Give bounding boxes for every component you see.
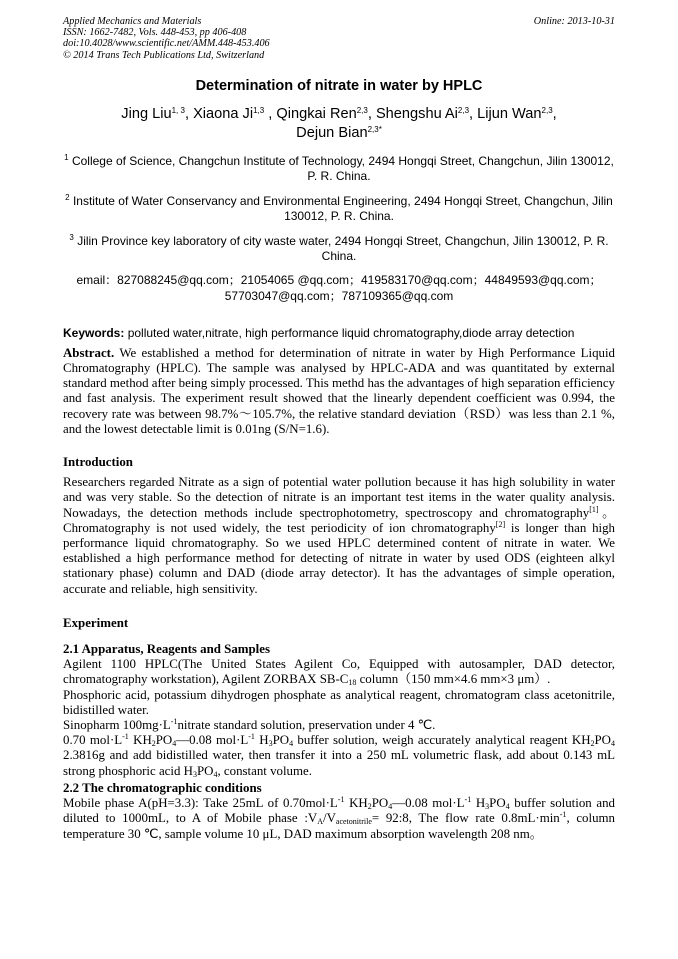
author-separator: , (184, 105, 194, 122)
subscript: 2 (151, 739, 156, 749)
affiliation-3 (63, 234, 615, 265)
introduction-text: is longer than high performance liquid chromatography. So we used HPLC determined content of nitrate in water. We established a high performance method for detecting of nitrate in water by used ODS (eighteen alkyl stationary phase) column and DAD (diode array detector). It has the advantages of simple operation, accurate and reliable, high sensitivity. (63, 520, 615, 596)
affiliation-text: College of Science, Changchun Institute of Technology, 2494 Hongqi Street, Changchun, Jilin 130012, P. R. China. (71, 153, 614, 184)
introduction-paragraph (63, 475, 615, 597)
keywords-text: polluted water,nitrate, high performance liquid chromatography,diode array detection (127, 325, 575, 340)
introduction-text: Researchers regarded Nitrate as a sign of potential water pollution because it has high solubility in water and was very stable. So the detection of nitrate is an important test items in the water quality analysis. Nowadays, the detection methods include spectrophotometry, spectroscopy and chromatography (63, 475, 615, 520)
apparatus-paragraph (63, 657, 615, 687)
superscript: -1 (464, 795, 472, 805)
subscript: A (317, 817, 323, 827)
issn-line: ISSN: 1662-7482, Vols. 448-453, pp 406-408 (63, 27, 247, 39)
standard-text: Sinopharm 100mg·L (63, 718, 171, 733)
author-list (63, 105, 615, 144)
author-name: Dejun Bian (296, 125, 368, 142)
abstract (63, 346, 615, 437)
subscript: 2 (590, 739, 595, 749)
section-2-1-heading: 2.1 Apparatus, Reagents and Samples (63, 642, 270, 657)
author-name: Lijun Wan (477, 105, 542, 122)
email-block (63, 272, 615, 304)
author-separator: , (367, 105, 376, 122)
citation-1[interactable]: [1] (589, 504, 599, 514)
subscript: 3 (192, 769, 197, 779)
affiliation-1 (63, 154, 615, 185)
buffer-text: PO (594, 733, 611, 748)
journal-name: Applied Mechanics and Materials (63, 16, 202, 27)
affiliation-text: Institute of Water Conservancy and Environmental Engineering, 2494 Hongqi Street, Changchun, Jilin 130012, P. R. China. (72, 193, 613, 224)
author-name: Shengshu Ai (375, 105, 458, 122)
doi-line[interactable]: doi:10.4028/www.scientific.net/AMM.448-453.406 (63, 38, 270, 50)
conditions-text: KH (344, 796, 368, 811)
subscript: 3 (268, 739, 273, 749)
buffer-text: —0.08 mol·L (176, 733, 249, 748)
abstract-text: We established a method for determination of nitrate in water by High Performance Liquid Chromatography (HPLC). The sample was analysed by HPLC-ADA and was quantitated by external standard method after being simply processed. This methd has the advantages of high separation efficiency and fast analysis. The experiment result showed that the linearly dependent coefficient was 0.994, the recovery rate was between 98.7%～105.7%, the relative standard deviation（RSD）was less than 2.1 %, and the lowest detectable limit is 0.01ng (S/N=1.6). (63, 345, 615, 436)
experiment-heading: Experiment (63, 615, 129, 630)
email-line-1[interactable]: email：827088245@qq.com；21054065 @qq.com；419583170@qq.com；44849593@qq.com； (76, 272, 602, 287)
author-affiliation-mark: 1, 3 (171, 105, 185, 115)
journal-header (63, 16, 615, 61)
superscript: -1 (337, 795, 345, 805)
buffer-text: PO (155, 733, 173, 748)
conditions-text: = 92:8, The flow rate 0.8mL·min (371, 811, 560, 826)
standard-text: nitrate standard solution, preservation under 4 ℃. (177, 718, 436, 733)
subscript: 18 (348, 678, 357, 688)
superscript: -1 (170, 717, 178, 727)
apparatus-text: column（150 mm×4.6 mm×3 μm）. (356, 672, 551, 687)
buffer-text: PO (196, 763, 214, 778)
paper-title: Determination of nitrate in water by HPLC (195, 77, 483, 94)
conditions-text: , column temperature 30 ℃, sample volume 10 μL, DAD maximum absorption wavelength 208 nm。 (63, 811, 615, 841)
author-separator: , (552, 105, 557, 122)
apparatus-text: Agilent 1100 HPLC(The United States Agilent Co, Equipped with autosampler, DAD detector, chromatography workstation), Agilent ZORBAX SB-C (63, 657, 615, 687)
buffer-paragraph (63, 733, 615, 779)
conditions-text: /V (323, 811, 336, 826)
buffer-text: 2.3816g and add bidistilled water, then transfer it into a 250 mL volumetric flask, add about 0.143 mL strong phosphoric acid H (63, 748, 615, 778)
standard-solution-paragraph (63, 718, 615, 733)
buffer-text: H (254, 733, 269, 748)
online-date: Online: 2013-10-31 (533, 16, 615, 27)
superscript: -1 (248, 732, 255, 742)
email-line-2[interactable]: 57703047@qq.com；787109365@qq.com (224, 288, 454, 303)
buffer-text: KH (128, 733, 152, 748)
author-affiliation-mark: 2,3 (541, 105, 553, 115)
buffer-text: 0.70 mol·L (63, 733, 123, 748)
conditions-text: PO (489, 796, 506, 811)
subscript: 4 (289, 739, 294, 749)
author-affiliation-mark: 1,3 (253, 105, 265, 115)
section-2-2-heading: 2.2 The chromatographic conditions (63, 780, 262, 795)
affiliation-text: Jilin Province key laboratory of city waste water, 2494 Hongqi Street, Changchun, Jilin 130012, P. R. China. (77, 233, 609, 264)
subscript: acetonitrile (335, 817, 372, 827)
affiliation-2 (63, 194, 615, 225)
buffer-text: buffer solution, weigh accurately analytical reagent KH (293, 733, 591, 748)
copyright-line: © 2014 Trans Tech Publications Ltd, Switzerland (63, 49, 265, 61)
subscript: 4 (388, 802, 393, 812)
author-separator: , (469, 105, 478, 122)
affiliation-number: 1 (64, 152, 69, 162)
keywords (63, 326, 615, 340)
subscript: 4 (611, 739, 615, 749)
reagents-paragraph: Phosphoric acid, potassium dihydrogen phosphate as analytical reagent, chromatogram class acetonitrile, bidistilled water. (63, 687, 615, 717)
subscript: 3 (485, 802, 490, 812)
subscript: 4 (505, 802, 510, 812)
author-affiliation-mark: 2,3* (367, 125, 382, 135)
subscript: 4 (213, 769, 218, 779)
buffer-text: PO (272, 733, 290, 748)
conditions-text: PO (371, 796, 389, 811)
affiliation-number: 3 (69, 232, 74, 242)
abstract-label: Abstract. (63, 345, 115, 360)
introduction-text: 。Chromatography is not used widely, the test periodicity of ion chromatography (63, 505, 615, 535)
superscript: -1 (559, 810, 567, 820)
author-separator: , (264, 105, 277, 122)
subscript: 2 (367, 802, 372, 812)
keywords-label: Keywords: (63, 325, 125, 340)
introduction-heading: Introduction (63, 455, 133, 470)
superscript: -1 (122, 732, 129, 742)
author-name: Qingkai Ren (276, 105, 357, 122)
conditions-text: Mobile phase A(pH=3.3): Take 25mL of 0.70mol·L (63, 796, 338, 811)
citation-2[interactable]: [2] (495, 519, 506, 529)
subscript: 4 (172, 739, 177, 749)
buffer-text: , constant volume. (217, 763, 312, 778)
conditions-text: —0.08 mol·L (392, 796, 465, 811)
conditions-text: buffer solution and diluted to 1000mL, to A of Mobile phase :V (63, 796, 615, 826)
author-name: Jing Liu (121, 105, 172, 122)
author-affiliation-mark: 2,3 (356, 105, 368, 115)
author-affiliation-mark: 2,3 (457, 105, 470, 115)
chromatographic-conditions-paragraph (63, 796, 615, 842)
paper-page (63, 16, 615, 842)
affiliation-number: 2 (65, 192, 70, 202)
author-name: Xiaona Ji (193, 105, 254, 122)
conditions-text: H (471, 796, 486, 811)
